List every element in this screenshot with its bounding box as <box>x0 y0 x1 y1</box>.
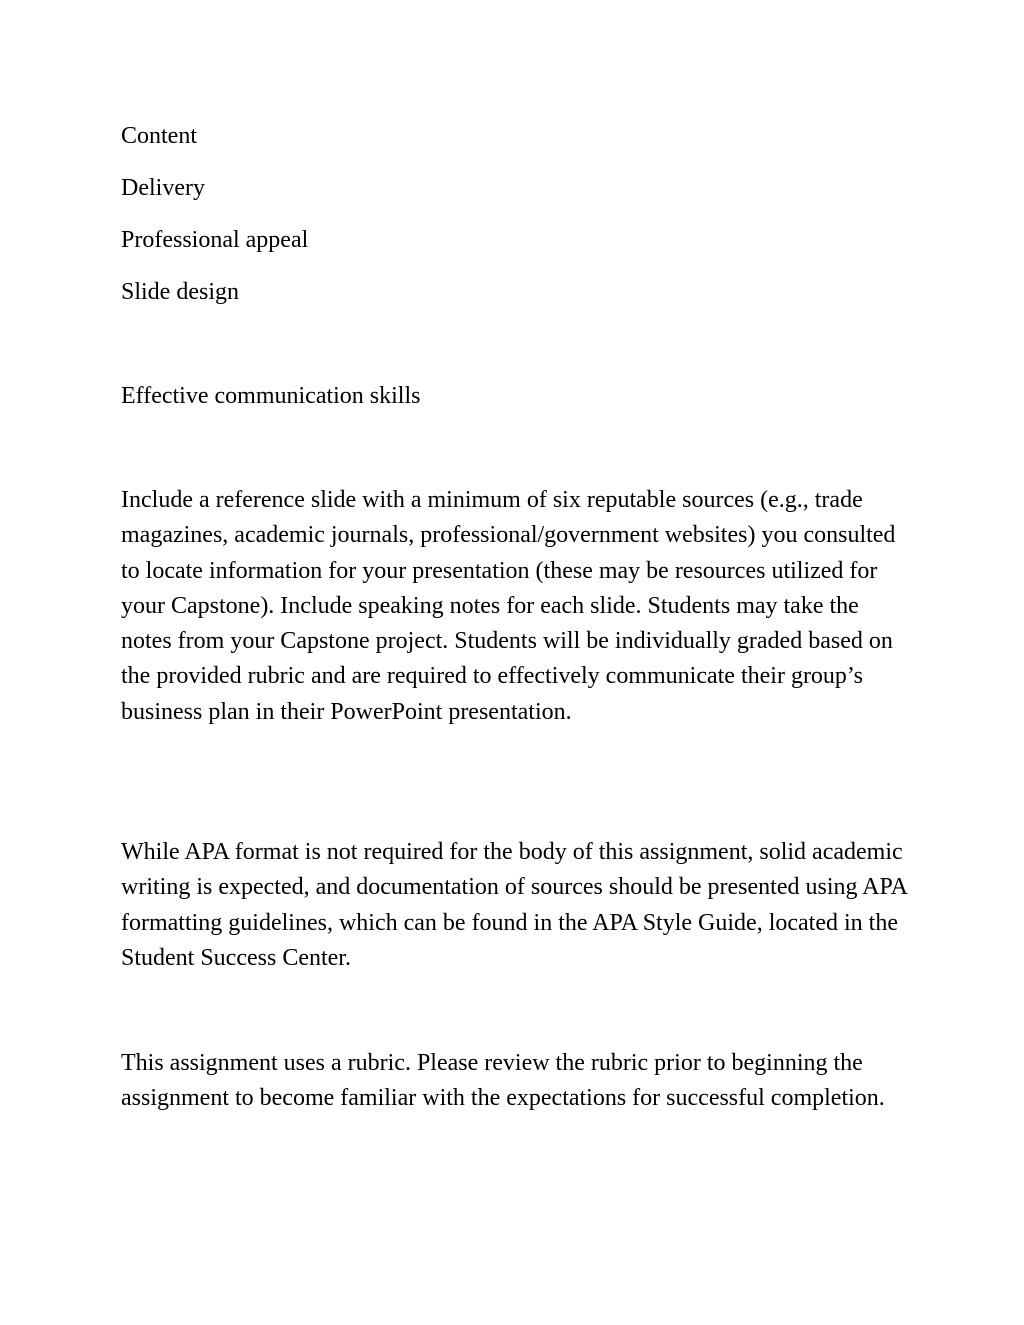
list-item-slide-design: Slide design <box>121 279 239 305</box>
list-item-content: Content <box>121 123 197 149</box>
list-item-professional-appeal: Professional appeal <box>121 227 309 253</box>
rubric-paragraph: This assignment uses a rubric. Please review the rubric prior to beginning the assignment to become familiar with the expectations for successful completion. <box>121 1050 885 1112</box>
reference-paragraph: Include a reference slide with a minimum of six reputable sources (e.g., trade magazines, academic journals, professional/government websites) you consulted to locate information for your presentation (these may be resources utilized for your Capstone). Include speaking notes for each slide. Students may take the notes from your Capstone project. Students will be individually graded based on the provided rubric and are required to effectively communicate their group’s business plan in their PowerPoint presentation. <box>121 487 896 725</box>
list-item-delivery: Delivery <box>121 175 205 201</box>
skills-line: Effective communication skills <box>121 383 421 409</box>
apa-paragraph: While APA format is not required for the body of this assignment, solid academic writing is expected, and documentation of sources should be presented using APA formatting guidelines, which can be found in the APA Style Guide, located in the Student Success Center. <box>121 839 907 971</box>
